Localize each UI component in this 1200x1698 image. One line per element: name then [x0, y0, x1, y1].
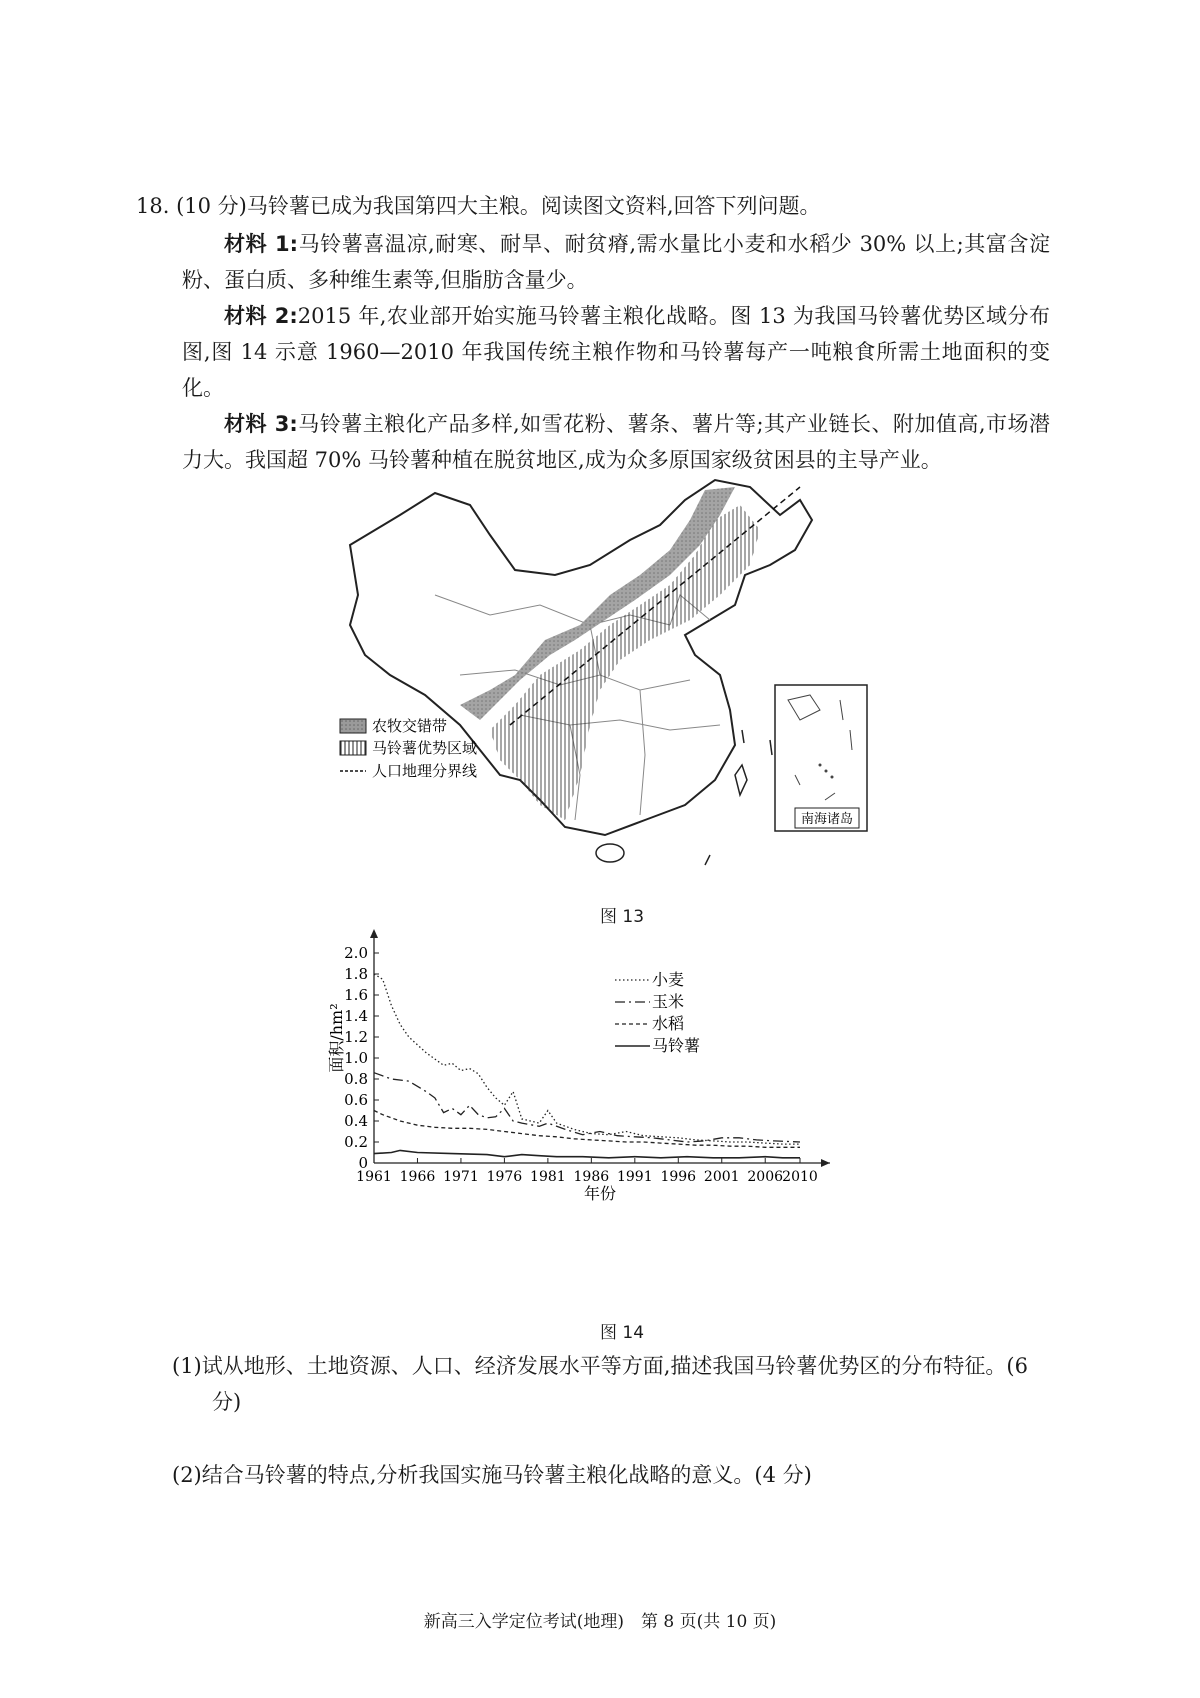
page-footer: 新高三入学定位考试(地理) 第 8 页(共 10 页) [423, 1612, 777, 1632]
sub-question-1-text: 试从地形、土地资源、人口、经济发展水平等方面,描述我国马铃薯优势区的分布特征。(6 分) [201, 1354, 1028, 1414]
material-3 [182, 406, 1050, 478]
x-tick-label: 1986 [573, 1169, 610, 1185]
material-3-text: 马铃薯主粮化产品多样,如雪花粉、薯条、薯片等;其产业链长、附加值高,市场潜力大。我国超 70% 马铃薯种植在脱贫地区,成为众多原国家级贫困县的主导产业。 [182, 412, 1050, 472]
series-line-1 [374, 974, 800, 1144]
x-tick-label: 2006 [747, 1169, 784, 1185]
sub-question-2-label: (2) [172, 1463, 202, 1487]
x-tick-label: 2001 [703, 1169, 740, 1185]
legend-ecotone-label: 农牧交错带 [372, 717, 448, 735]
figure-13-caption: 图 13 [599, 907, 645, 927]
y-tick-label: 1.0 [344, 1049, 368, 1067]
x-tick-label: 1966 [399, 1169, 436, 1185]
y-tick-label: 0 [358, 1154, 368, 1172]
x-tick-label: 1996 [660, 1169, 697, 1185]
south-china-sea-inset [775, 685, 867, 831]
y-tick-label: 0.4 [344, 1112, 368, 1130]
y-axis-arrow [370, 929, 378, 938]
y-axis-label: 面积/hm² [327, 1003, 346, 1073]
material-2-text: 2015 年,农业部开始实施马铃薯主粮化战略。图 13 为我国马铃薯优势区域分布图,图 14 示意 1960—2010 年我国传统主粮作物和马铃薯每产一吨粮食所需土地面积的变化。 [182, 304, 1050, 400]
x-tick-label: 1991 [616, 1169, 653, 1185]
sub-question-1-label: (1) [172, 1354, 202, 1378]
legend-label-4: 马铃薯 [652, 1036, 701, 1055]
x-axis-arrow [821, 1159, 830, 1167]
x-tick-label: 1981 [530, 1169, 566, 1185]
material-1-label: 材料 1: [224, 232, 299, 256]
material-3-label: 材料 3: [224, 412, 298, 436]
china-potato-map [340, 475, 920, 895]
material-1-text: 马铃薯喜温凉,耐寒、耐旱、耐贫瘠,需水量比小麦和水稻少 30% 以上;其富含淀粉、蛋白质、多种维生素等,但脂肪含量少。 [182, 232, 1050, 292]
material-1 [182, 226, 1050, 298]
question-number: 18. [136, 194, 170, 218]
legend-potato-label: 马铃薯优势区域 [372, 739, 478, 757]
question-title: (10 分)马铃薯已成为我国第四大主粮。阅读图文资料,回答下列问题。 [176, 194, 821, 218]
y-tick-label: 0.6 [344, 1091, 368, 1109]
material-2-label: 材料 2: [224, 304, 298, 328]
x-tick-label: 2010 [782, 1169, 818, 1185]
sub-question-2 [172, 1457, 1052, 1493]
legend-label-1: 小麦 [652, 970, 685, 989]
sub-question-2-text: 结合马铃薯的特点,分析我国实施马铃薯主粮化战略的意义。(4 分) [201, 1463, 812, 1487]
map-legend [340, 717, 477, 780]
y-tick-label: 0.2 [344, 1133, 368, 1151]
series-line-4 [374, 1150, 800, 1157]
y-tick-label: 1.2 [344, 1028, 368, 1046]
legend-label-2: 玉米 [652, 992, 685, 1011]
y-tick-label: 1.8 [344, 965, 368, 983]
sub-question-1 [172, 1348, 1052, 1420]
material-2 [182, 298, 1050, 406]
y-tick-label: 1.6 [344, 986, 368, 1004]
inset-label: 南海诸岛 [800, 812, 854, 827]
legend-divide-label: 人口地理分界线 [372, 762, 478, 780]
y-tick-label: 0.8 [344, 1070, 368, 1088]
x-tick-label: 1976 [486, 1169, 523, 1185]
x-tick-label: 1961 [356, 1169, 392, 1185]
series-line-2 [374, 1073, 800, 1142]
series-line-3 [374, 1111, 800, 1148]
question-header [136, 188, 1050, 224]
x-axis-label: 年份 [583, 1184, 617, 1203]
legend-label-3: 水稻 [652, 1014, 685, 1033]
land-area-chart [327, 925, 910, 1315]
figure-14-caption: 图 14 [599, 1323, 645, 1343]
x-tick-label: 1971 [443, 1169, 479, 1185]
y-tick-label: 2.0 [344, 944, 368, 962]
y-tick-label: 1.4 [344, 1007, 368, 1025]
